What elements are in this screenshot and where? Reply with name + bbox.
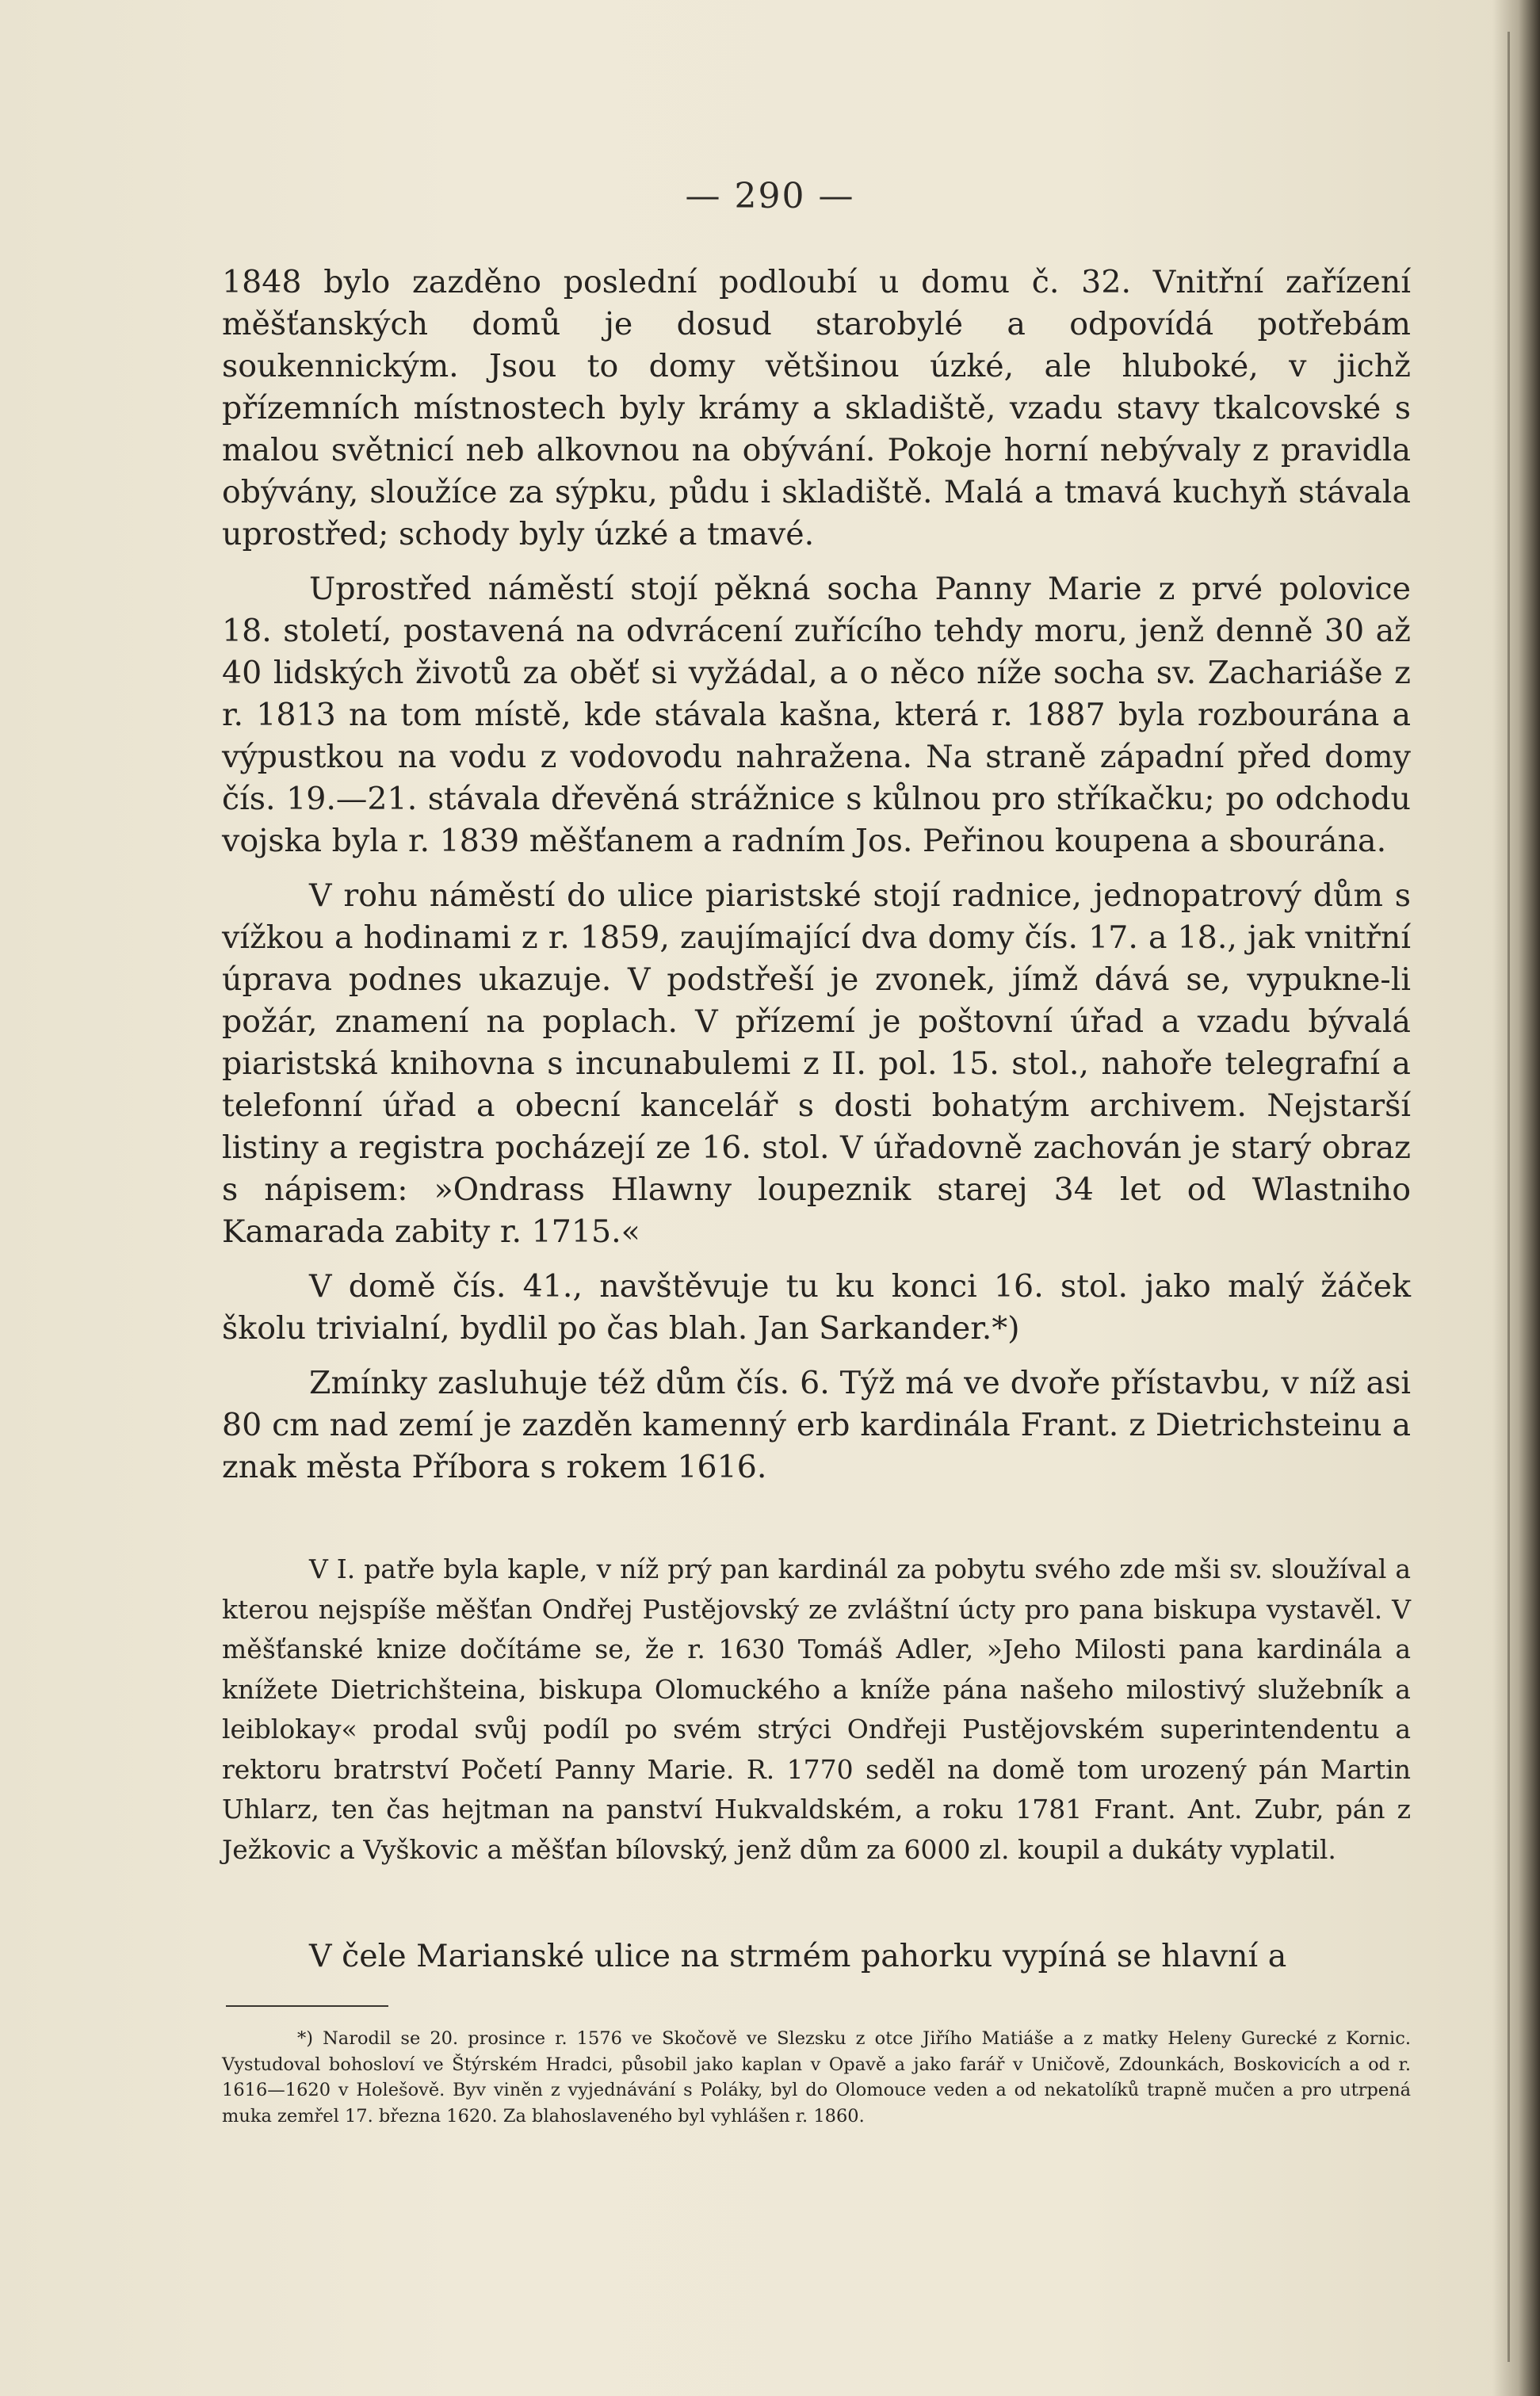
- paragraph-town-hall: V rohu náměstí do ulice piaristské stojí radnice, jednopatrový dům s vížkou a hodinami z r. 1859, zaujímající dva domy čís. 17. a 18., jak vnitřní úprava podnes ukazuje. V podstřeší je zvonek, jímž dává se, vypukne-li požár, znamení na poplach. V přízemí je poštovní úřad a vzadu bývalá piaristská knihovna s incunabulemi z II. pol. 15. stol., nahoře telegrafní a telefonní úřad a obecní kancelář s dosti bohatým archivem. Nejstarší listiny a registra pocházejí ze 16. stol. V úřadovně zachován je starý obraz s nápisem: »Ondrass Hlawny loupeznik starej 34 let od Wlastniho Kamarada zabity r. 1715.«: [222, 877, 1411, 1250]
- footnote-section: [222, 2026, 1411, 2129]
- page-edge-shadow: [1492, 0, 1540, 2396]
- paragraph-houses: 1848 bylo zazděno poslední podloubí u domu č. 32. Vnitřní zařízení měšťanských domů je dosud starobylé a odpovídá potřebám soukennickým. Jsou to domy většinou úzké, ale hluboké, v jichž přízemních místnostech byly krámy a skladiště, vzadu stavy tkalcovské s malou světnicí neb alkovnou na obývání. Pokoje horní nebývaly z pravidla obývány, sloužíce za sýpku, půdu i skladiště. Malá a tmavá kuchyň stávala uprostřed; schody byly úzké a tmavé.: [222, 264, 1411, 552]
- footnote-text: *) Narodil se 20. prosince r. 1576 ve Skočově ve Slezsku z otce Jiřího Matiáše a z matky Heleny Gurecké z Kornic. Vystudoval bohosloví ve Štýrském Hradci, působil jako kaplan v Opavě a jako farář v Uničově, Zdounkách, Boskovicích a od r. 1616—1620 v Holešově. Byv viněn z vyjednávání s Poláky, byl do Olomouce veden a od nekatolíků trapně mučen a pro utrpená muka zemřel 17. března 1620. Za blahoslaveného byl vyhlášen r. 1860.: [222, 2028, 1411, 2127]
- closing-section: [222, 1936, 1411, 1978]
- paragraph-chapel: V I. patře byla kaple, v níž prý pan kardinál za pobytu svého zde mši sv. sloužíval a kterou nejspíše měšťan Ondřej Pustějovský ze zvláštní úcty pro pana biskupa vystavěl. V měšťanské knize dočítáme se, že r. 1630 Tomáš Adler, »Jeho Milosti pana kardinála a knížete Dietrichšteina, biskupa Olomuckého a kníže pána našeho milostivý služebník a leiblokay« prodal svůj podíl po svém strýci Ondřeji Pustějovském superintendentu a rektoru bratrství Početí Panny Marie. R. 1770 seděl na domě tom urozený pán Martin Uhlarz, ten čas hejtman na panství Hukvaldském, a roku 1781 Frant. Ant. Zubr, pán z Ježkovic a Vyškovic a měšťan bílovský, jenž dům za 6000 zl. koupil a dukáty vyplatil.: [222, 1553, 1411, 1865]
- paragraph-house-6: Zmínky zasluhuje též dům čís. 6. Týž má ve dvoře přístavbu, v níž asi 80 cm nad zemí je zazděn kamenný erb kardinála Frant. z Dietrichsteinu a znak města Příbora s rokem 1616.: [222, 1365, 1411, 1485]
- main-text: [222, 262, 1411, 1501]
- paragraph-sarkander: V domě čís. 41., navštěvuje tu ku konci 16. stol. jako malý žáček školu trivialní, bydlil po čas blah. Jan Sarkander.*): [222, 1268, 1411, 1347]
- page-binding-edge: [1508, 32, 1510, 2362]
- paragraph-marian-street: V čele Marianské ulice na strmém pahorku vypíná se hlavní a: [309, 1938, 1287, 1974]
- footnote-divider: [226, 2005, 388, 2007]
- paragraph-statue: Uprostřed náměstí stojí pěkná socha Panny Marie z prvé polovice 18. století, postavená na odvrácení zuřícího tehdy moru, jenž denně 30 až 40 lidských životů za oběť si vyžádal, a o něco níže socha sv. Zachariáše z r. 1813 na tom místě, kde stávala kašna, která r. 1887 byla rozbourána a výpustkou na vodu z vodovodu nahražena. Na straně západní před domy čís. 19.—21. stávala dřevěná strážnice s kůlnou pro stříkačku; po odchodu vojska byla r. 1839 měšťanem a radním Jos. Peřinou koupena a sbourána.: [222, 571, 1411, 859]
- small-print-section: [222, 1550, 1411, 1870]
- page-number: — 290 —: [685, 176, 855, 216]
